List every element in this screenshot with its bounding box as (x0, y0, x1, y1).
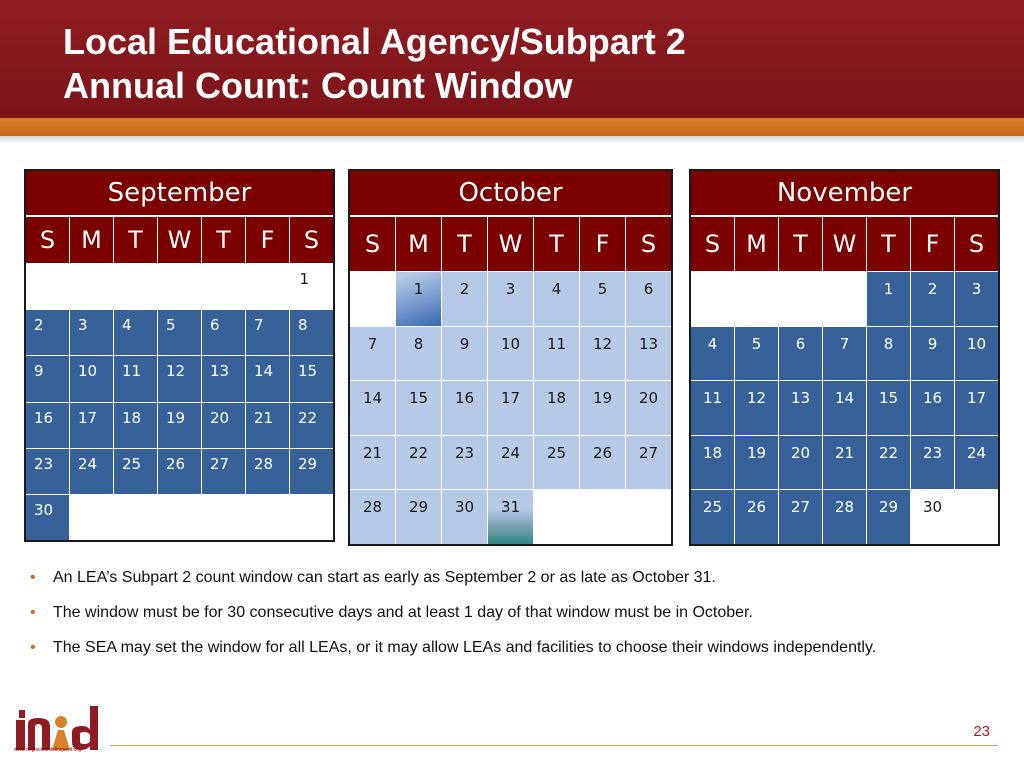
october-day-cell: 8 (396, 327, 441, 381)
september-weekday-header: S (26, 217, 69, 263)
september-day-cell: 10 (70, 356, 113, 401)
november-weekday-header: S (691, 217, 734, 271)
october-day-cell: 16 (442, 381, 487, 435)
november-day-cell: 20 (779, 436, 822, 490)
october-day-cell: 31 (488, 490, 533, 544)
november-day-cell: 27 (779, 490, 822, 544)
october-day-cell: 17 (488, 381, 533, 435)
november-day-cell: 25 (691, 490, 734, 544)
november-weekday-header: M (735, 217, 778, 271)
slide-title-line-2: Annual Count: Count Window (63, 65, 573, 106)
october-empty-cell (534, 490, 579, 544)
september-day-cell: 12 (158, 356, 201, 401)
november-day-cell: 16 (911, 381, 954, 435)
september-weekday-header: M (70, 217, 113, 263)
november-empty-cell (955, 490, 998, 544)
september-weekday-header: F (246, 217, 289, 263)
september-calendar (24, 169, 335, 542)
october-day-cell: 6 (626, 272, 671, 326)
october-day-cell: 19 (580, 381, 625, 435)
september-day-cell: 19 (158, 403, 201, 448)
september-day-cell: 2 (26, 310, 69, 355)
november-weekday-header: S (955, 217, 998, 271)
october-day-cell: 5 (580, 272, 625, 326)
november-weekday-header: W (823, 217, 866, 271)
october-day-cell: 28 (350, 490, 395, 544)
october-day-cell: 30 (442, 490, 487, 544)
november-day-cell: 1 (867, 272, 910, 326)
october-day-cell: 15 (396, 381, 441, 435)
october-day-cell: 24 (488, 436, 533, 490)
september-day-cell: 13 (202, 356, 245, 401)
note-item: • The window must be for 30 consecutive days and at least 1 day of that window must be in October. (30, 601, 990, 624)
november-empty-cell (823, 272, 866, 326)
slide-title-line-1: Local Educational Agency/Subpart 2 (63, 21, 686, 62)
september-empty-cell (290, 495, 333, 540)
september-empty-cell (158, 495, 201, 540)
november-weekday-header: T (867, 217, 910, 271)
november-month-name: November (691, 171, 998, 216)
november-weekday-header: T (779, 217, 822, 271)
note-item: • An LEA’s Subpart 2 count window can start as early as September 2 or as late as October 31. (30, 566, 990, 589)
september-day-cell: 11 (114, 356, 157, 401)
october-weekday-header: S (626, 217, 671, 271)
october-day-cell: 18 (534, 381, 579, 435)
note-item: • The SEA may set the window for all LEAs, or it may allow LEAs and facilities to choose their windows independently. (30, 636, 990, 659)
october-day-cell: 14 (350, 381, 395, 435)
september-day-cell: 9 (26, 356, 69, 401)
november-day-cell: 24 (955, 436, 998, 490)
november-day-cell: 18 (691, 436, 734, 490)
november-day-cell: 13 (779, 381, 822, 435)
october-month-name: October (350, 171, 671, 216)
september-empty-cell (70, 495, 113, 540)
october-empty-cell (580, 490, 625, 544)
september-empty-cell (114, 495, 157, 540)
october-day-cell: 12 (580, 327, 625, 381)
september-day-cell: 22 (290, 403, 333, 448)
october-weekday-header: M (396, 217, 441, 271)
september-day-cell: 23 (26, 449, 69, 494)
november-day-cell: 9 (911, 327, 954, 381)
september-day-cell: 28 (246, 449, 289, 494)
october-empty-cell (350, 272, 395, 326)
october-day-cell: 10 (488, 327, 533, 381)
november-day-cell: 22 (867, 436, 910, 490)
september-day-cell: 6 (202, 310, 245, 355)
october-day-cell: 23 (442, 436, 487, 490)
november-day-cell: 6 (779, 327, 822, 381)
september-day-cell: 26 (158, 449, 201, 494)
september-empty-cell (114, 264, 157, 309)
september-day-cell: 8 (290, 310, 333, 355)
october-day-cell: 4 (534, 272, 579, 326)
september-day-cell: 29 (290, 449, 333, 494)
november-grid (691, 171, 998, 544)
september-day-cell: 18 (114, 403, 157, 448)
october-day-cell: 26 (580, 436, 625, 490)
november-day-cell: 3 (955, 272, 998, 326)
october-day-cell: 27 (626, 436, 671, 490)
october-day-cell: 22 (396, 436, 441, 490)
september-day-cell: 16 (26, 403, 69, 448)
october-weekday-header: F (580, 217, 625, 271)
october-day-cell: 20 (626, 381, 671, 435)
november-day-cell: 4 (691, 327, 734, 381)
title-shadow (0, 136, 1024, 144)
september-empty-cell (26, 264, 69, 309)
november-day-cell: 29 (867, 490, 910, 544)
october-weekday-header: W (488, 217, 533, 271)
footer-divider (110, 745, 998, 746)
october-day-cell: 11 (534, 327, 579, 381)
november-day-cell: 15 (867, 381, 910, 435)
september-empty-cell (158, 264, 201, 309)
november-calendar (689, 169, 1000, 546)
october-day-cell: 25 (534, 436, 579, 490)
october-weekday-header: T (442, 217, 487, 271)
september-weekday-header: S (290, 217, 333, 263)
october-grid (350, 171, 671, 544)
november-empty-cell (691, 272, 734, 326)
september-weekday-header: T (114, 217, 157, 263)
september-day-cell: 1 (290, 264, 333, 309)
notes-list (30, 566, 990, 671)
september-grid (26, 171, 333, 540)
september-weekday-header: T (202, 217, 245, 263)
september-empty-cell (202, 495, 245, 540)
september-day-cell: 17 (70, 403, 113, 448)
november-day-cell: 19 (735, 436, 778, 490)
november-day-cell: 10 (955, 327, 998, 381)
september-month-name: September (26, 171, 333, 216)
september-empty-cell (246, 495, 289, 540)
october-weekday-header: T (534, 217, 579, 271)
october-day-cell: 9 (442, 327, 487, 381)
november-day-cell: 2 (911, 272, 954, 326)
september-day-cell: 20 (202, 403, 245, 448)
november-empty-cell (779, 272, 822, 326)
november-day-cell: 8 (867, 327, 910, 381)
september-day-cell: 27 (202, 449, 245, 494)
october-weekday-header: S (350, 217, 395, 271)
november-day-cell: 26 (735, 490, 778, 544)
october-day-cell: 29 (396, 490, 441, 544)
september-day-cell: 21 (246, 403, 289, 448)
september-day-cell: 7 (246, 310, 289, 355)
november-day-cell: 21 (823, 436, 866, 490)
september-empty-cell (70, 264, 113, 309)
september-day-cell: 30 (26, 495, 69, 540)
october-day-cell: 2 (442, 272, 487, 326)
november-day-cell: 14 (823, 381, 866, 435)
october-day-cell: 13 (626, 327, 671, 381)
october-calendar (348, 169, 673, 546)
november-day-cell: 5 (735, 327, 778, 381)
september-day-cell: 3 (70, 310, 113, 355)
november-day-cell: 30 (911, 490, 954, 544)
slide-title (63, 20, 1003, 108)
logo-url: www.neglected-delinquent.org (14, 747, 81, 753)
september-day-cell: 5 (158, 310, 201, 355)
september-weekday-header: W (158, 217, 201, 263)
october-day-cell: 3 (488, 272, 533, 326)
october-day-cell: 1 (396, 272, 441, 326)
november-day-cell: 23 (911, 436, 954, 490)
november-day-cell: 17 (955, 381, 998, 435)
september-day-cell: 4 (114, 310, 157, 355)
september-day-cell: 25 (114, 449, 157, 494)
november-day-cell: 7 (823, 327, 866, 381)
november-day-cell: 11 (691, 381, 734, 435)
november-weekday-header: F (911, 217, 954, 271)
title-accent-stripe (0, 118, 1024, 136)
november-day-cell: 28 (823, 490, 866, 544)
september-day-cell: 14 (246, 356, 289, 401)
page-number: 23 (973, 723, 990, 740)
october-day-cell: 21 (350, 436, 395, 490)
october-day-cell: 7 (350, 327, 395, 381)
september-empty-cell (202, 264, 245, 309)
november-day-cell: 12 (735, 381, 778, 435)
september-empty-cell (246, 264, 289, 309)
october-empty-cell (626, 490, 671, 544)
september-day-cell: 15 (290, 356, 333, 401)
september-day-cell: 24 (70, 449, 113, 494)
november-empty-cell (735, 272, 778, 326)
